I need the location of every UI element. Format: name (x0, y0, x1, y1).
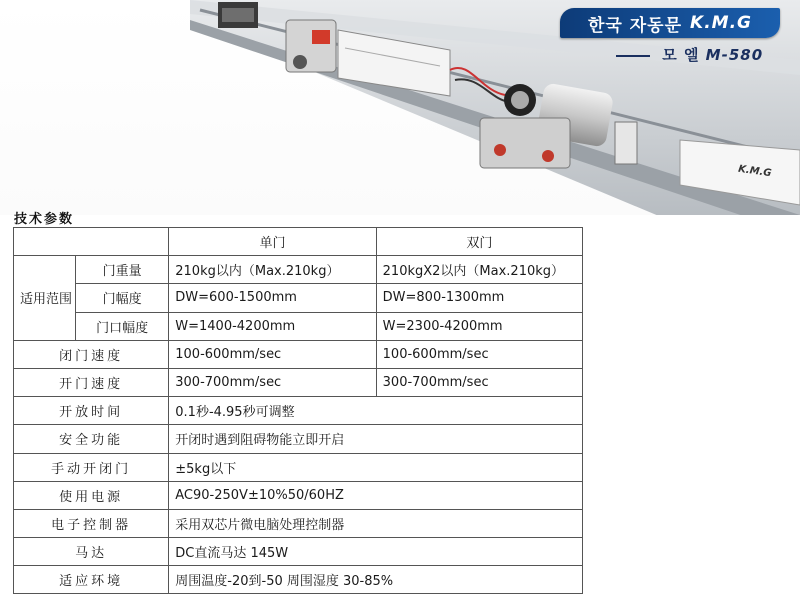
product-photo (0, 0, 800, 215)
table-row (14, 312, 583, 340)
table-row (14, 509, 583, 537)
row-label: 门口幅度 (75, 312, 168, 340)
model-prefix: 모 엘 (662, 46, 700, 64)
single-value: 300-700mm/sec (169, 368, 376, 396)
table-row (14, 453, 583, 481)
row-label: 适应环境 (14, 566, 169, 594)
row-label: 手动开闭门 (14, 453, 169, 481)
header-row (14, 228, 583, 256)
row-label: 闭门速度 (14, 340, 169, 368)
group-label: 适用范围 (14, 256, 76, 341)
table-row (14, 256, 583, 284)
table-row (14, 397, 583, 425)
merged-value: ±5kg以下 (169, 453, 583, 481)
double-value: 210kgX2以内（Max.210kg） (376, 256, 582, 284)
row-label: 开门速度 (14, 368, 169, 396)
row-label: 门幅度 (75, 284, 168, 312)
double-value: 300-700mm/sec (376, 368, 582, 396)
row-label: 门重量 (75, 256, 168, 284)
merged-value: 采用双芯片微电脑处理控制器 (169, 509, 583, 537)
header-single: 单门 (169, 228, 376, 256)
row-label: 开放时间 (14, 397, 169, 425)
single-value: 100-600mm/sec (169, 340, 376, 368)
case-label: K.M.G (737, 163, 773, 180)
spec-title: 技术参数 (14, 212, 75, 227)
table-row (14, 481, 583, 509)
brand-korean: 한국 자동문 (588, 15, 683, 36)
row-label: 使用电源 (14, 481, 169, 509)
merged-value: AC90-250V±10%50/60HZ (169, 481, 583, 509)
row-label: 电子控制器 (14, 509, 169, 537)
carriage (480, 118, 570, 168)
merged-value: 0.1秒-4.95秒可调整 (169, 397, 583, 425)
single-value: W=1400-4200mm (169, 312, 376, 340)
spec-table (13, 227, 583, 594)
table-row (14, 538, 583, 566)
model-line (616, 44, 763, 65)
single-value: 210kg以内（Max.210kg） (169, 256, 376, 284)
brand-badge (560, 8, 780, 38)
merged-value: 周围温度-20到-50 周围湿度 30-85% (169, 566, 583, 594)
model-dash (616, 55, 650, 57)
double-value: DW=800-1300mm (376, 284, 582, 312)
table-row (14, 368, 583, 396)
merged-value: 开闭时遇到阻碍物能立即开启 (169, 425, 583, 453)
brand-logo: K.M.G (690, 13, 752, 33)
header-empty-cell (14, 228, 169, 256)
table-row (14, 284, 583, 312)
row-label: 马达 (14, 538, 169, 566)
double-value: W=2300-4200mm (376, 312, 582, 340)
table-row (14, 425, 583, 453)
table-row (14, 566, 583, 594)
single-value: DW=600-1500mm (169, 284, 376, 312)
model-number: M-580 (705, 46, 764, 64)
row-label: 安全功能 (14, 425, 169, 453)
table-row (14, 340, 583, 368)
header-double: 双门 (376, 228, 582, 256)
double-value: 100-600mm/sec (376, 340, 582, 368)
merged-value: DC直流马达 145W (169, 538, 583, 566)
